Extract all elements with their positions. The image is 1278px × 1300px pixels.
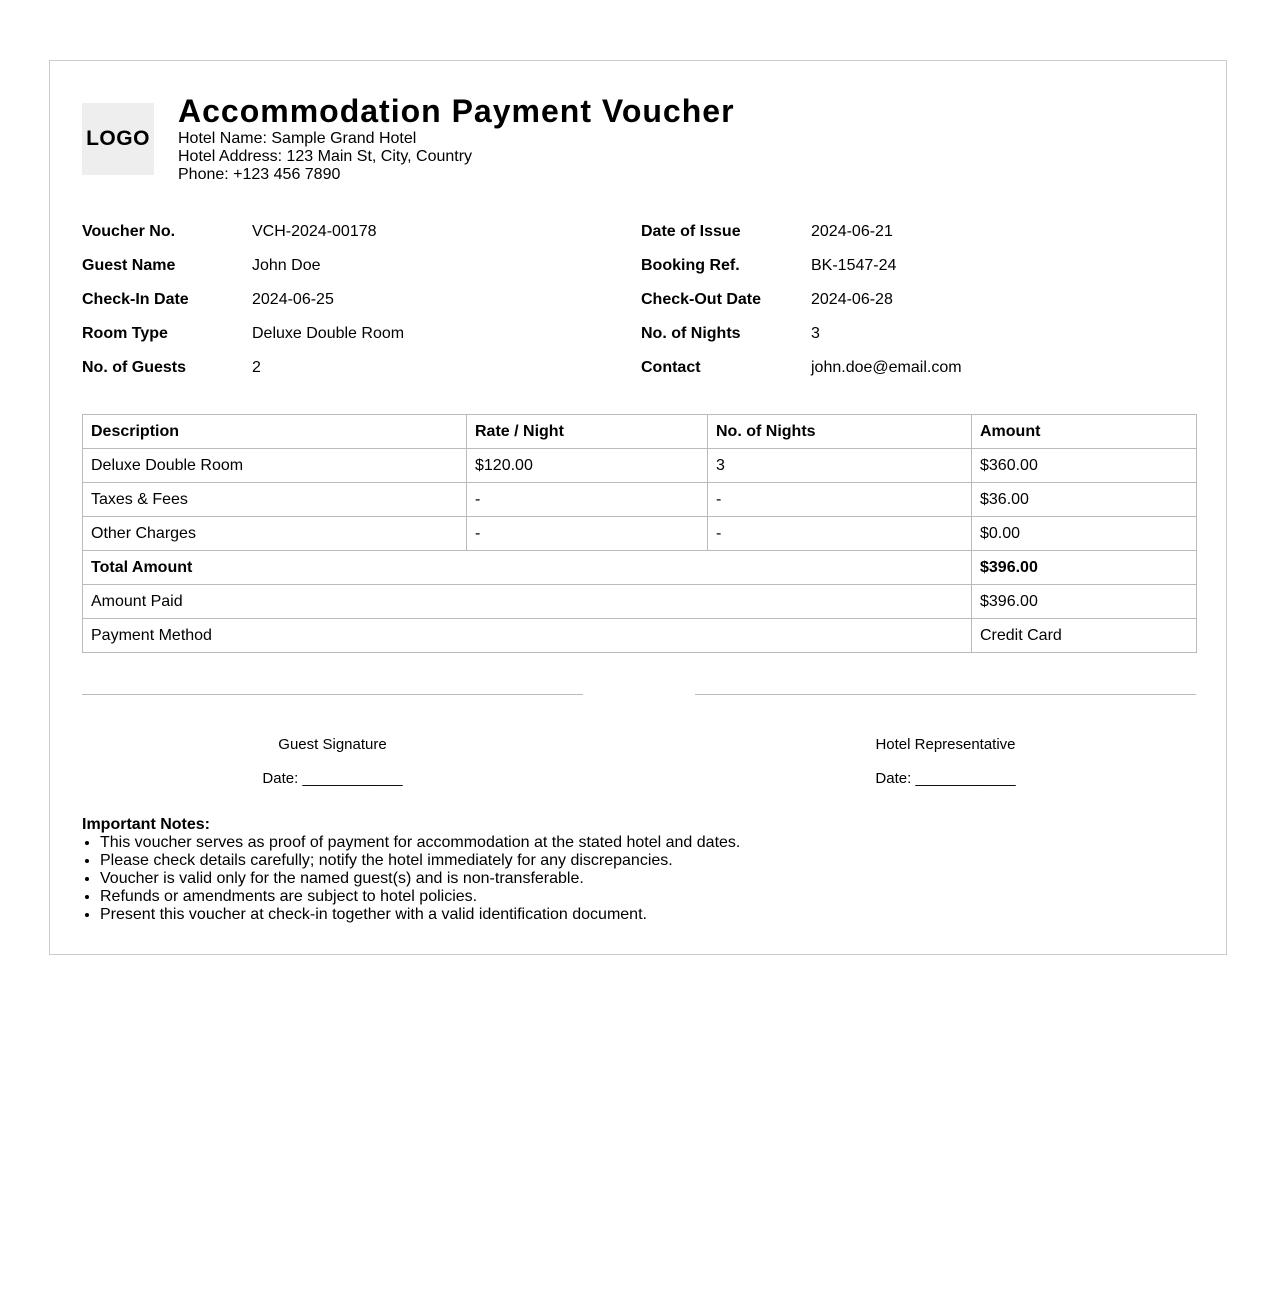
payment-voucher [49,60,1227,955]
detail-label: Voucher No. [82,223,176,240]
detail-label: Check-Out Date [641,291,762,308]
detail-value: 2 [252,359,261,376]
notes-list [82,834,740,924]
detail-value: 3 [811,325,820,342]
hotel-signature-date: Date: ____________ [875,770,1016,787]
payment-method-row [83,619,1197,653]
detail-value: 2024-06-28 [811,291,893,308]
charges-table [82,414,1197,653]
table-cell: - [467,517,708,551]
detail-value: 2024-06-21 [811,223,893,240]
paid-value: $396.00 [972,585,1197,619]
table-cell: Taxes & Fees [83,483,467,517]
notes-title: Important Notes: [82,816,210,833]
detail-label: No. of Guests [82,359,187,376]
detail-value: John Doe [252,257,321,274]
table-row [83,517,1197,551]
hotel-address: Hotel Address: 123 Main St, City, Country [178,148,473,165]
hotel-logo: LOGO [82,103,154,175]
table-row [83,483,1197,517]
table-cell: Deluxe Double Room [83,449,467,483]
detail-label: Contact [641,359,701,376]
detail-label: Guest Name [82,257,176,274]
detail-label: Booking Ref. [641,257,740,274]
list-item: • Voucher is valid only for the named guest(s) and is non-transferable. [100,870,740,888]
detail-label: No. of Nights [641,325,741,342]
hotel-signature-line [695,694,1196,695]
guest-signature-date: Date: ____________ [262,770,403,787]
hotel-info [178,130,472,184]
voucher-title: Accommodation Payment Voucher [178,93,735,129]
detail-label: Room Type [82,325,168,342]
detail-value: VCH-2024-00178 [252,223,377,240]
total-label: Total Amount [83,551,972,585]
table-cell: $360.00 [972,449,1197,483]
total-value: $396.00 [972,551,1197,585]
detail-value: 2024-06-25 [252,291,334,308]
hotel-phone: Phone: +123 456 7890 [178,166,341,183]
detail-value: BK-1547-24 [811,257,897,274]
paid-row [83,585,1197,619]
table-cell: $120.00 [467,449,708,483]
paid-label: Amount Paid [83,585,972,619]
guest-signature-line [82,694,583,695]
list-item: • Please check details carefully; notify the hotel immediately for any discrepancies. [100,852,740,870]
important-notes [82,816,740,924]
table-cell: - [708,517,972,551]
payment-method-value: Credit Card [972,619,1197,653]
list-item: • Refunds or amendments are subject to hotel policies. [100,888,740,906]
table-row [83,449,1197,483]
list-item: • This voucher serves as proof of payment for accommodation at the stated hotel and dates. [100,834,740,852]
detail-label: Date of Issue [641,223,741,240]
detail-value: john.doe@email.com [811,359,962,376]
table-cell: - [708,483,972,517]
table-cell: Other Charges [83,517,467,551]
table-header-row [83,415,1197,449]
guest-signature-label: Guest Signature [278,736,387,753]
total-row [83,551,1197,585]
payment-method-label: Payment Method [83,619,972,653]
column-header: Rate / Night [467,415,708,449]
table-cell: - [467,483,708,517]
table-cell: $0.00 [972,517,1197,551]
detail-label: Check-In Date [82,291,189,308]
list-item: • Present this voucher at check-in together with a valid identification document. [100,906,740,924]
hotel-signature-label: Hotel Representative [875,736,1016,753]
table-cell: $36.00 [972,483,1197,517]
column-header: No. of Nights [708,415,972,449]
table-cell: 3 [708,449,972,483]
hotel-name: Hotel Name: Sample Grand Hotel [178,130,417,147]
column-header: Amount [972,415,1197,449]
column-header: Description [83,415,467,449]
detail-value: Deluxe Double Room [252,325,405,342]
